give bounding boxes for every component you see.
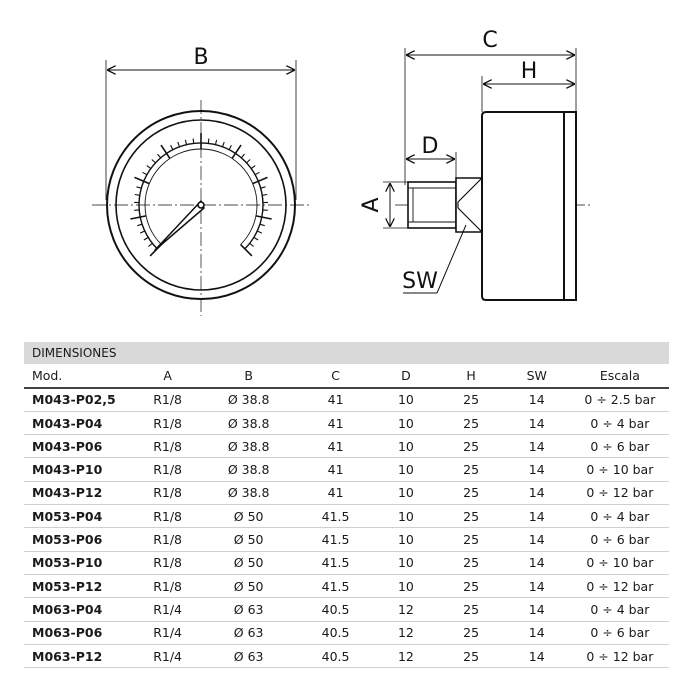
cell-b: Ø 38.8 (198, 481, 298, 504)
cell-h: 25 (440, 411, 503, 434)
cell-scale: 0 ÷ 4 bar (571, 505, 669, 528)
cell-a: R1/8 (137, 481, 199, 504)
cell-b: Ø 50 (198, 505, 298, 528)
dial-minor-tick (229, 145, 231, 150)
cell-scale: 0 ÷ 12 bar (571, 644, 669, 667)
table-row (24, 505, 669, 528)
dimension-b-label: B (193, 45, 209, 70)
dial-minor-tick (185, 140, 186, 145)
dial-major-tick (253, 177, 268, 183)
dial-minor-tick (140, 231, 145, 233)
column-header-c: C (299, 364, 373, 387)
table-row (24, 458, 669, 481)
table-row (24, 435, 669, 458)
sw-label: SW (402, 269, 438, 294)
cell-h: 25 (440, 505, 503, 528)
cell-model: M053-P10 (24, 551, 137, 574)
gauge-bezel-side (564, 112, 576, 300)
cell-b: Ø 63 (198, 644, 298, 667)
cell-model: M053-P12 (24, 574, 137, 597)
dial-major-tick (256, 216, 272, 219)
dial-minor-tick (257, 231, 262, 233)
dial-minor-tick (251, 166, 255, 169)
cell-sw: 14 (503, 528, 571, 551)
cell-h: 25 (440, 528, 503, 551)
dial-minor-tick (254, 237, 258, 240)
cell-b: Ø 63 (198, 621, 298, 644)
table-row (24, 388, 669, 412)
dial-minor-tick (255, 172, 259, 174)
cell-a: R1/8 (137, 551, 199, 574)
cell-d: 10 (372, 528, 439, 551)
dial-minor-tick (144, 237, 148, 240)
hex-wrench-flats (456, 178, 482, 232)
cell-h: 25 (440, 481, 503, 504)
table-row (24, 481, 669, 504)
cell-c: 41 (299, 458, 373, 481)
cell-d: 12 (372, 598, 439, 621)
cell-model: M043-P02,5 (24, 388, 137, 412)
gauge-side-view (359, 28, 592, 300)
cell-a: R1/8 (137, 435, 199, 458)
column-header-sw: SW (503, 364, 571, 387)
column-header-h: H (440, 364, 503, 387)
table-row (24, 411, 669, 434)
dial-minor-tick (171, 145, 173, 150)
cell-a: R1/8 (137, 458, 199, 481)
cell-model: M063-P04 (24, 598, 137, 621)
cell-c: 41 (299, 411, 373, 434)
dial-minor-tick (262, 195, 267, 196)
cell-scale: 0 ÷ 4 bar (571, 411, 669, 434)
cell-c: 40.5 (299, 644, 373, 667)
dial-major-tick (135, 177, 150, 183)
dial-minor-tick (260, 224, 265, 226)
column-header-a: A (137, 364, 199, 387)
cell-sw: 14 (503, 458, 571, 481)
dial-minor-tick (147, 166, 151, 169)
dial-minor-tick (137, 187, 142, 188)
cell-sw: 14 (503, 598, 571, 621)
cell-scale: 0 ÷ 6 bar (571, 621, 669, 644)
cell-a: R1/8 (137, 388, 199, 412)
cell-d: 10 (372, 551, 439, 574)
cell-sw: 14 (503, 644, 571, 667)
dimension-h-label: H (520, 59, 538, 84)
cell-sw: 14 (503, 388, 571, 412)
cell-scale: 0 ÷ 6 bar (571, 528, 669, 551)
table-header-row (24, 364, 669, 387)
cell-d: 12 (372, 621, 439, 644)
cell-b: Ø 50 (198, 528, 298, 551)
cell-a: R1/4 (137, 598, 199, 621)
cell-h: 25 (440, 458, 503, 481)
table-row (24, 551, 669, 574)
dial-minor-tick (158, 154, 161, 158)
cell-scale: 0 ÷ 10 bar (571, 551, 669, 574)
cell-a: R1/4 (137, 621, 199, 644)
technical-drawing (0, 0, 700, 330)
cell-b: Ø 38.8 (198, 411, 298, 434)
cell-scale: 0 ÷ 12 bar (571, 481, 669, 504)
threaded-connection (408, 182, 456, 228)
cell-b: Ø 38.8 (198, 458, 298, 481)
cell-sw: 14 (503, 505, 571, 528)
table-title: DIMENSIONES (24, 342, 669, 364)
cell-h: 25 (440, 621, 503, 644)
cell-scale: 0 ÷ 2.5 bar (571, 388, 669, 412)
cell-a: R1/8 (137, 528, 199, 551)
dimensions-table (24, 342, 669, 668)
dimension-d-label: D (421, 134, 439, 159)
cell-a: R1/8 (137, 411, 199, 434)
cell-scale: 0 ÷ 10 bar (571, 458, 669, 481)
dial-minor-tick (241, 154, 244, 158)
cell-sw: 14 (503, 435, 571, 458)
cell-model: M043-P12 (24, 481, 137, 504)
gauge-needle-hub (198, 202, 204, 208)
cell-h: 25 (440, 644, 503, 667)
cell-b: Ø 38.8 (198, 435, 298, 458)
cell-d: 10 (372, 388, 439, 412)
cell-b: Ø 50 (198, 574, 298, 597)
cell-c: 41.5 (299, 551, 373, 574)
cell-c: 41.5 (299, 505, 373, 528)
cell-sw: 14 (503, 551, 571, 574)
cell-model: M063-P06 (24, 621, 137, 644)
cell-d: 10 (372, 458, 439, 481)
gauge-front-view (92, 45, 310, 316)
table-title-row (24, 342, 669, 364)
dial-minor-tick (148, 243, 152, 246)
cell-h: 25 (440, 388, 503, 412)
column-header-scale: Escala (571, 364, 669, 387)
cell-c: 40.5 (299, 621, 373, 644)
cell-model: M043-P04 (24, 411, 137, 434)
table-row (24, 621, 669, 644)
dial-minor-tick (247, 160, 251, 163)
cell-sw: 14 (503, 411, 571, 434)
dimension-c-label: C (482, 28, 498, 53)
cell-h: 25 (440, 574, 503, 597)
gauge-case-side (482, 112, 570, 300)
cell-b: Ø 38.8 (198, 388, 298, 412)
dial-minor-tick (223, 142, 225, 147)
cell-a: R1/4 (137, 644, 199, 667)
dial-minor-tick (250, 243, 254, 246)
cell-b: Ø 63 (198, 598, 298, 621)
column-header-b: B (198, 364, 298, 387)
dial-minor-tick (152, 160, 156, 163)
gauge-needle (155, 201, 204, 250)
dial-minor-tick (143, 172, 147, 174)
dial-major-tick (130, 216, 146, 219)
cell-h: 25 (440, 551, 503, 574)
cell-scale: 0 ÷ 12 bar (571, 574, 669, 597)
dial-minor-tick (135, 195, 140, 196)
sw-leader-line (437, 225, 466, 293)
cell-h: 25 (440, 598, 503, 621)
cell-sw: 14 (503, 481, 571, 504)
table-row (24, 644, 669, 667)
cell-d: 10 (372, 435, 439, 458)
cell-a: R1/8 (137, 505, 199, 528)
cell-c: 40.5 (299, 598, 373, 621)
cell-model: M053-P06 (24, 528, 137, 551)
cell-d: 10 (372, 574, 439, 597)
cell-model: M053-P04 (24, 505, 137, 528)
cell-model: M043-P06 (24, 435, 137, 458)
dial-minor-tick (178, 142, 180, 147)
cell-h: 25 (440, 435, 503, 458)
cell-sw: 14 (503, 574, 571, 597)
column-header-model: Mod. (24, 364, 137, 387)
cell-scale: 0 ÷ 4 bar (571, 598, 669, 621)
cell-model: M043-P10 (24, 458, 137, 481)
table-row (24, 528, 669, 551)
cell-d: 12 (372, 644, 439, 667)
column-header-d: D (372, 364, 439, 387)
cell-c: 41 (299, 435, 373, 458)
cell-b: Ø 50 (198, 551, 298, 574)
table-row (24, 598, 669, 621)
dial-minor-tick (261, 187, 266, 188)
cell-c: 41.5 (299, 574, 373, 597)
cell-c: 41 (299, 388, 373, 412)
dial-minor-tick (137, 224, 142, 226)
cell-c: 41 (299, 481, 373, 504)
cell-d: 10 (372, 411, 439, 434)
dimension-a-label: A (359, 197, 384, 213)
dial-minor-tick (193, 139, 194, 144)
cell-scale: 0 ÷ 6 bar (571, 435, 669, 458)
cell-d: 10 (372, 481, 439, 504)
dial-minor-tick (208, 139, 209, 144)
cell-model: M063-P12 (24, 644, 137, 667)
cell-d: 10 (372, 505, 439, 528)
table-row (24, 574, 669, 597)
dial-minor-tick (216, 140, 217, 145)
cell-sw: 14 (503, 621, 571, 644)
cell-a: R1/8 (137, 574, 199, 597)
cell-c: 41.5 (299, 528, 373, 551)
